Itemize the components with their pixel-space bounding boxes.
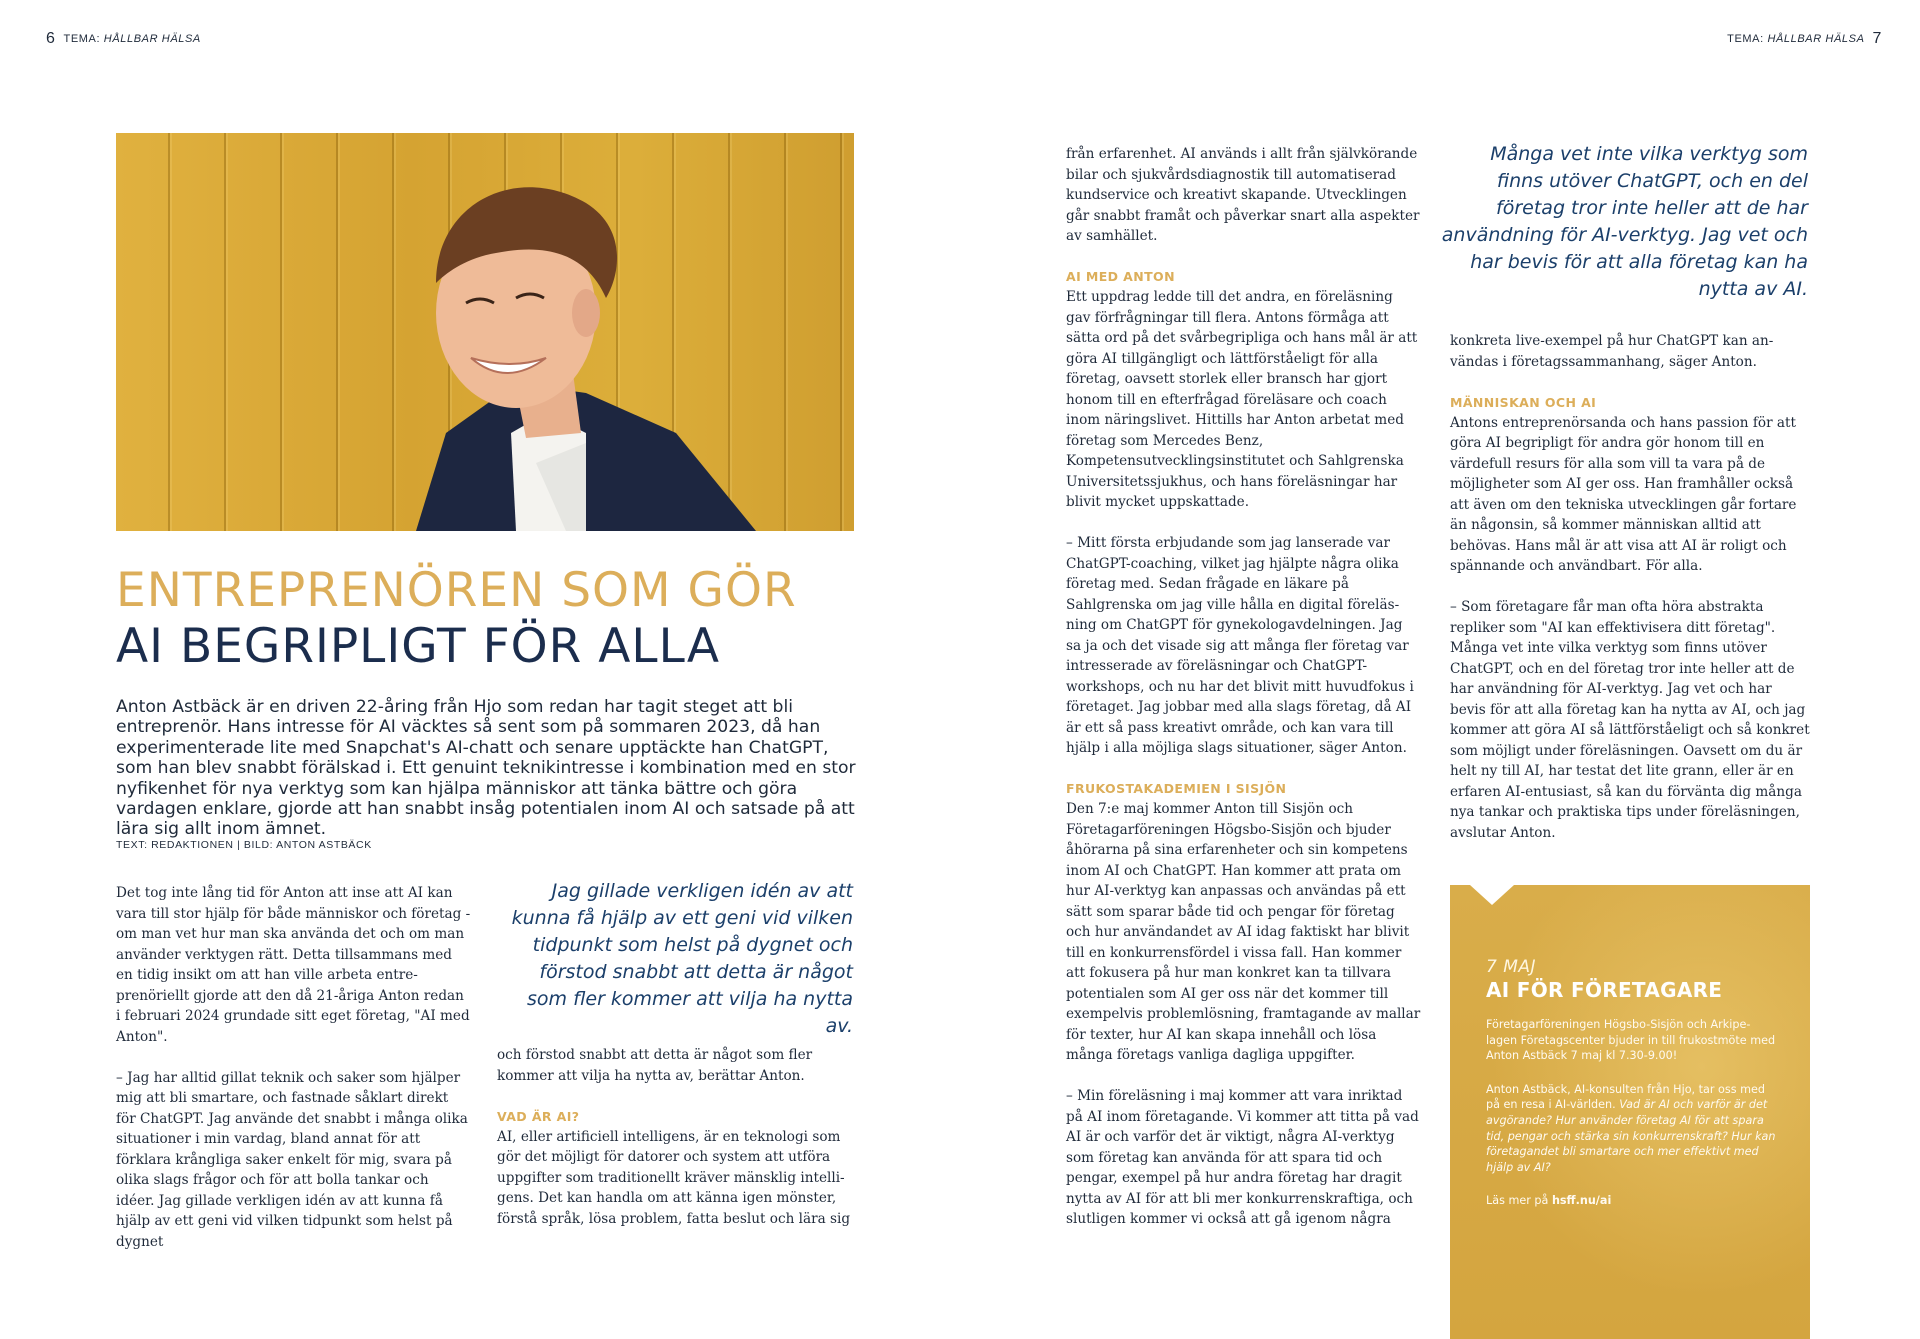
body-column-1 (116, 883, 471, 1273)
event-date: 7 MAJ (1486, 957, 1537, 977)
subheading-ai-med-anton: AI MED ANTON (1066, 269, 1175, 284)
portrait-illustration (116, 133, 854, 531)
event-info-box (1450, 885, 1810, 1339)
section-label: TEMA: (1727, 33, 1764, 45)
headline-line-1: ENTREPRENÖREN SOM GÖR (116, 563, 797, 618)
read-more-prefix: Läs mer på (1486, 1194, 1552, 1208)
body-column-3 (1066, 144, 1421, 1250)
body-paragraph: AI, eller artificiell intelligens, är en teknologi som gör det möjligt för datorer och system att utföra uppgifter som traditionellt kräver mänsklig intelligens. Det kan handla om att känna igen mönster, förstå språk, lösa problem, fatta beslut och lära sig (497, 1128, 851, 1227)
subheading-manniskan-och-ai: MÄNNISKAN OCH AI (1450, 394, 1597, 410)
body-paragraph: – Jag har alltid gillat teknik och saker som hjälper mig att bli smartare, och fastnade såklart direkt för ChatGPT. Jag använde det snabbt i många olika situationer i min vardag, bland annat för att förklara krångliga saker enkelt för mig, svara på olika slags frågor och för att bolla tankar och idéer. Jag gillade verkligen idén av att kunna få hjälp av ett geni vid vilken tidpunkt som helst på dygnet (116, 1069, 468, 1250)
page-header-right (1727, 30, 1890, 48)
body-column-4 (1450, 331, 1810, 864)
event-details-italic: Vad är AI och varför är det avgörande? Hur använder företag AI för att spara tid, pengar och stärka sin konkurrenskraft? Hur kan företagandet bli smartare och mer effektivt med hjälp av AI? (1486, 1098, 1776, 1174)
headline-line-2: AI BEGRIPLIGT FÖR ALLA (116, 619, 720, 674)
body-paragraph: och förstod snabbt att detta är något som fler kommer att vilja ha nytta av, berättar Anton. (497, 1047, 813, 1084)
pull-quote-right: Många vet inte vilka verktyg som finns utöver ChatGPT, och en del företag tror inte heller att de har användning för AI-verktyg. Jag vet och har bevis för att alla företag kan ha nytta av AI. (1441, 143, 1808, 300)
event-box-content (1486, 957, 1776, 1227)
section-title: HÅLLBAR HÄLSA (103, 33, 201, 45)
byline-credit: TEXT: REDAKTIONEN | BILD: ANTON ASTBÄCK (116, 839, 372, 851)
event-title: AI FÖR FÖRETAGARE (1486, 978, 1723, 1002)
notch-shape (1470, 885, 1514, 905)
body-paragraph: Antons entreprenörsanda och hans passion för att göra AI begripligt för andra gör honom till en värdefull resurs för alla som vill ta vara på de möjligheter som AI ger oss. Han framhåller också att även om den tekniska utvecklingen går fortare än någonsin, så kommer människan alltid att behövas. Hans mål är att visa att AI är roligt och spännande och användbart. För alla. (1450, 414, 1797, 574)
portrait-photo (116, 133, 854, 531)
body-paragraph: – Mitt första erbjudande som jag lanserade var ChatGPT-coaching, vilket jag hjälpte några olika företag med. Sedan frågade en läkare på Sahlgrenska om jag ville hålla en digital föreläsning om ChatGPT för gynekologavdelningen. Jag sa ja och det visade sig att många fler företag var intresserade av föreläsningar och ChatGPT-workshops, och nu har det blivit mitt huvudfokus i företaget. Jag jobbar med alla slags företag, då AI är ett så pass kreativt område, och kan vara till hjälp i alla möjliga slags situationer, säger Anton. (1066, 535, 1414, 756)
body-paragraph: – Min föreläsning i maj kommer att vara inriktad på AI inom företagande. Vi kommer att titta på vad AI är och varför det är viktigt, några AI-verktyg som företag kan använda för att spara tid och pengar, exempel på hur andra företag har dragit nytta av AI för att bli mer konkurrenskraftiga, och slutligen kommer vi också att gå igenom några (1066, 1088, 1419, 1227)
body-paragraph: – Som företagare får man ofta höra abstrakta repliker som "AI kan effektivisera ditt företag". Många vet inte vilka verktyg som finns utöver ChatGPT, och en del företag tror inte heller att de har användning för AI-verktyg. Jag vet och har bevis för att alla företag kan ha nytta av AI, och jag kommer att göra AI så lättförståeligt och så konkret som möjligt under föreläsningen. Oavsett om du är helt ny till AI, har testat det lite grann, eller är en erfaren AI-entusiast, så kan du förvänta dig många nya tankar och praktiska tips under föreläsningen, avslutar Anton. (1450, 599, 1810, 841)
event-description: Företagarföreningen Högsbo-Sisjön och Arkipelagen Företagscenter bjuder in till frukostmöte med Anton Astbäck 7 maj kl 7.30-9.00! (1486, 1018, 1776, 1063)
event-details (1486, 1082, 1776, 1176)
subheading-frukostakademien: FRUKOSTAKADEMIEN I SISJÖN (1066, 781, 1287, 796)
section-title: HÅLLBAR HÄLSA (1767, 33, 1865, 45)
body-paragraph: Den 7:e maj kommer Anton till Sisjön och Företagarföreningen Högsbo-Sisjön och bjuder åhörarna på sina erfarenheter och sin kompetens inom AI och ChatGPT. Han kommer att prata om hur AI-verktyg kan anpassas och användas på ett sätt som sparar både tid och pengar för företag och hur användandet av AI idag faktiskt har blivit till en konkurrensfördel i vissa fall. Han kommer att fokusera på hur man konkret kan ta tillvara potentialen som AI ger oss när det kommer till exempelvis problemlösning, framtagande av mallar för texter, hur AI kan skapa innehåll och lösa många företags vanliga dagliga uppgifter. (1066, 801, 1421, 1063)
body-paragraph: från erfarenhet. AI används i allt från självkörande bilar och sjukvårdsdiagnostik till automatiserad kundservice och kreativt skapande. Utvecklingen går snabbt framåt och påverkar snart alla aspekter av samhället. (1066, 146, 1420, 244)
page-number: 7 (1872, 30, 1882, 47)
body-column-2 (497, 1045, 853, 1250)
page-number: 6 (46, 30, 56, 47)
body-paragraph: konkreta live-exempel på hur ChatGPT kan användas i företagssammanhang, säger Anton. (1450, 333, 1774, 370)
subheading-vad-ar-ai: VAD ÄR AI? (497, 1108, 580, 1124)
event-details-plain: Anton Astbäck, AI-konsulten från Hjo, tar oss med på en resa i AI-världen. (1486, 1082, 1765, 1112)
read-more-link[interactable]: hsff.nu/ai (1551, 1194, 1612, 1208)
read-more (1486, 1193, 1776, 1209)
page-header-left (38, 30, 201, 48)
pull-quote-left: Jag gillade verkligen idén av att kunna få hjälp av ett geni vid vilken tidpunkt som helst på dygnet och förstod snabbt att detta är något som fler kommer att vilja ha nytta av. (511, 880, 853, 1037)
lead-paragraph: Anton Astbäck är en driven 22-åring från Hjo som redan har tagit steget att bli entreprenör. Hans intresse för AI väcktes så sent som på sommaren 2023, då han experimenterade lite med Snapchat's AI-chatt och senare upptäckte han ChatGPT, som han blev snabbt förälskad i. Ett genuint teknikintresse i kombination med en stor nyfikenhet för nya verktyg som kan hjälpa människor att tänka bättre och göra vardagen enklare, gjorde att han snabbt insåg potentialen inom AI och satsade på att lära sig allt inom ämnet. (116, 697, 856, 840)
body-paragraph: Det tog inte lång tid för Anton att inse att AI kan vara till stor hjälp för både människor och företag - om man vet hur man ska använda det och om man använder verktygen rätt. Detta tillsammans med en tidig insikt om att han ville arbeta entreprenöriellt gjorde att den då 21-åriga Anton redan i februari 2024 grundade sitt eget företag, "AI med Anton". (116, 885, 471, 1045)
section-label: TEMA: (63, 33, 101, 45)
body-paragraph: Ett uppdrag ledde till det andra, en föreläsning gav förfrågningar till flera. Antons förmåga att sätta ord på det svårbegripliga och hans mål är att göra AI tillgängligt och lättförståeligt för alla företag, oavsett storlek eller bransch har gjort honom till en efterfrågad föreläsare och coach inom näringslivet. Hittills har Anton arbetat med företag som Mercedes Benz, Kompetensutvecklingsinstitutet och Sahlgrenska Universitetssjukhus, och hans föreläsningar har blivit mycket uppskattade. (1066, 289, 1418, 510)
